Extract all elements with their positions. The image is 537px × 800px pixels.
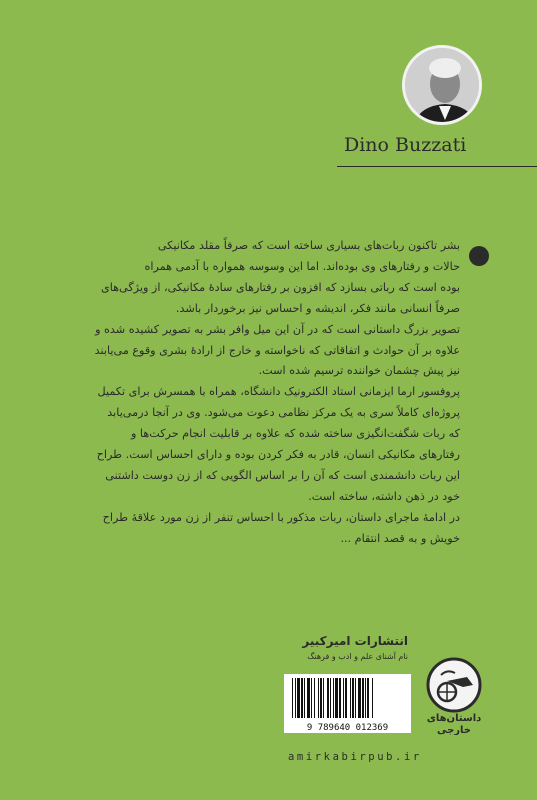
author-photo [402,45,482,125]
publisher-tagline: نام آشنای علم و ادب و فرهنگ [307,652,408,661]
blurb-line: علاوه بر آن حوادث و اتفاقاتی که ناخواسته و خارج از ارادهٔ بشری وقوع می‌یابند [94,343,460,357]
barcode-bar [365,678,366,718]
blurb-text [78,236,460,550]
blurb-line: تصویر بزرگ داستانی است که در آن این میل وافر بشر به تصویر کشیده شده و [95,322,460,336]
barcode-bar [311,678,312,718]
barcode-bar [292,678,293,718]
barcode-bar [307,678,310,718]
barcode-bar [372,678,373,718]
blurb-line: در ادامهٔ ماجرای داستان، ربات مذکور با احساس تنفر از زن مورد علاقهٔ طراح [102,510,460,524]
barcode-bars [284,674,411,720]
divider [337,166,537,167]
publisher-name: انتشارات امیرکبیر [302,634,408,648]
blurb-line: نیز پیش چشمان خواننده ترسیم شده است. [258,364,460,378]
blurb-line: بشر تاکنون ربات‌های بسیاری ساخته است که صرفاً مقلد مکانیکی [157,239,460,252]
barcode-bar [335,678,338,718]
blurb-line: پروژه‌ای کاملاً سری به یک مرکز نظامی دعوت می‌شود. وی در آنجا درمی‌یابد [107,406,460,420]
blurb-line: صرفاً انسانی مانند فکر، اندیشه و احساس نیز برخوردار باشد. [175,301,460,315]
barcode-bar [330,678,331,718]
series-logo [417,657,492,735]
barcode-bar [367,678,369,718]
author-name: Dino Buzzati [344,134,467,156]
blurb-line: خویش و به قصد انتقام ... [340,531,460,545]
barcode-bar [333,678,334,718]
isbn-number: 9 789640 012369 [306,723,389,733]
blurb-line: این ربات دانشمندی است که آن را بر اساس الگویی که از زن دوست داشتنی [105,468,460,482]
blurb-line: بوده است که رباتی بسازد که افزون بر رفتارهای سادهٔ مکانیکی، از ویژگی‌های [100,280,460,294]
barcode-bar [318,678,319,718]
bullet-icon [469,246,489,266]
barcode-bar [358,678,361,718]
barcode-bar [339,678,341,718]
barcode-bar [297,678,300,718]
barcode-bar [327,678,329,718]
barcode-bar [362,678,364,718]
barcode-bar [304,678,305,718]
barcode-bar [301,678,303,718]
series-logo-bottom: خارجی [436,725,472,735]
barcode-bar [320,678,322,718]
barcode-bar [350,678,351,718]
barcode-bar [295,678,296,718]
blurb-line: که ربات شگفت‌انگیزی ساخته شده که علاوه بر قابلیت انجام حرکت‌ها و [130,427,460,441]
barcode-bar [343,678,344,718]
barcode-bar [352,678,354,718]
publisher-block [288,634,408,661]
barcode-bar [314,678,315,718]
blurb-line: حالات و رفتارهای وی بوده‌اند. اما این وسوسه همواره با آدمی همراه [144,259,460,273]
isbn-barcode [284,674,411,733]
blurb-line: خود در ذهن داشته، ساخته است. [308,489,460,503]
barcode-bar [323,678,324,718]
barcode-bar [345,678,347,718]
blurb-line: رفتارهای مکانیکی انسان، قادر به فکر کردن بوده و دارای احساس است. طراح [96,448,460,462]
blurb-line: پروفسور ارما ایزمانی استاد الکترونیک دانشگاه، همراه با همسرش برای تکمیل [97,385,460,399]
barcode-bar [355,678,356,718]
publisher-website: amirkabirpub.ir [288,751,422,763]
series-logo-top: داستان‌های [426,713,482,724]
